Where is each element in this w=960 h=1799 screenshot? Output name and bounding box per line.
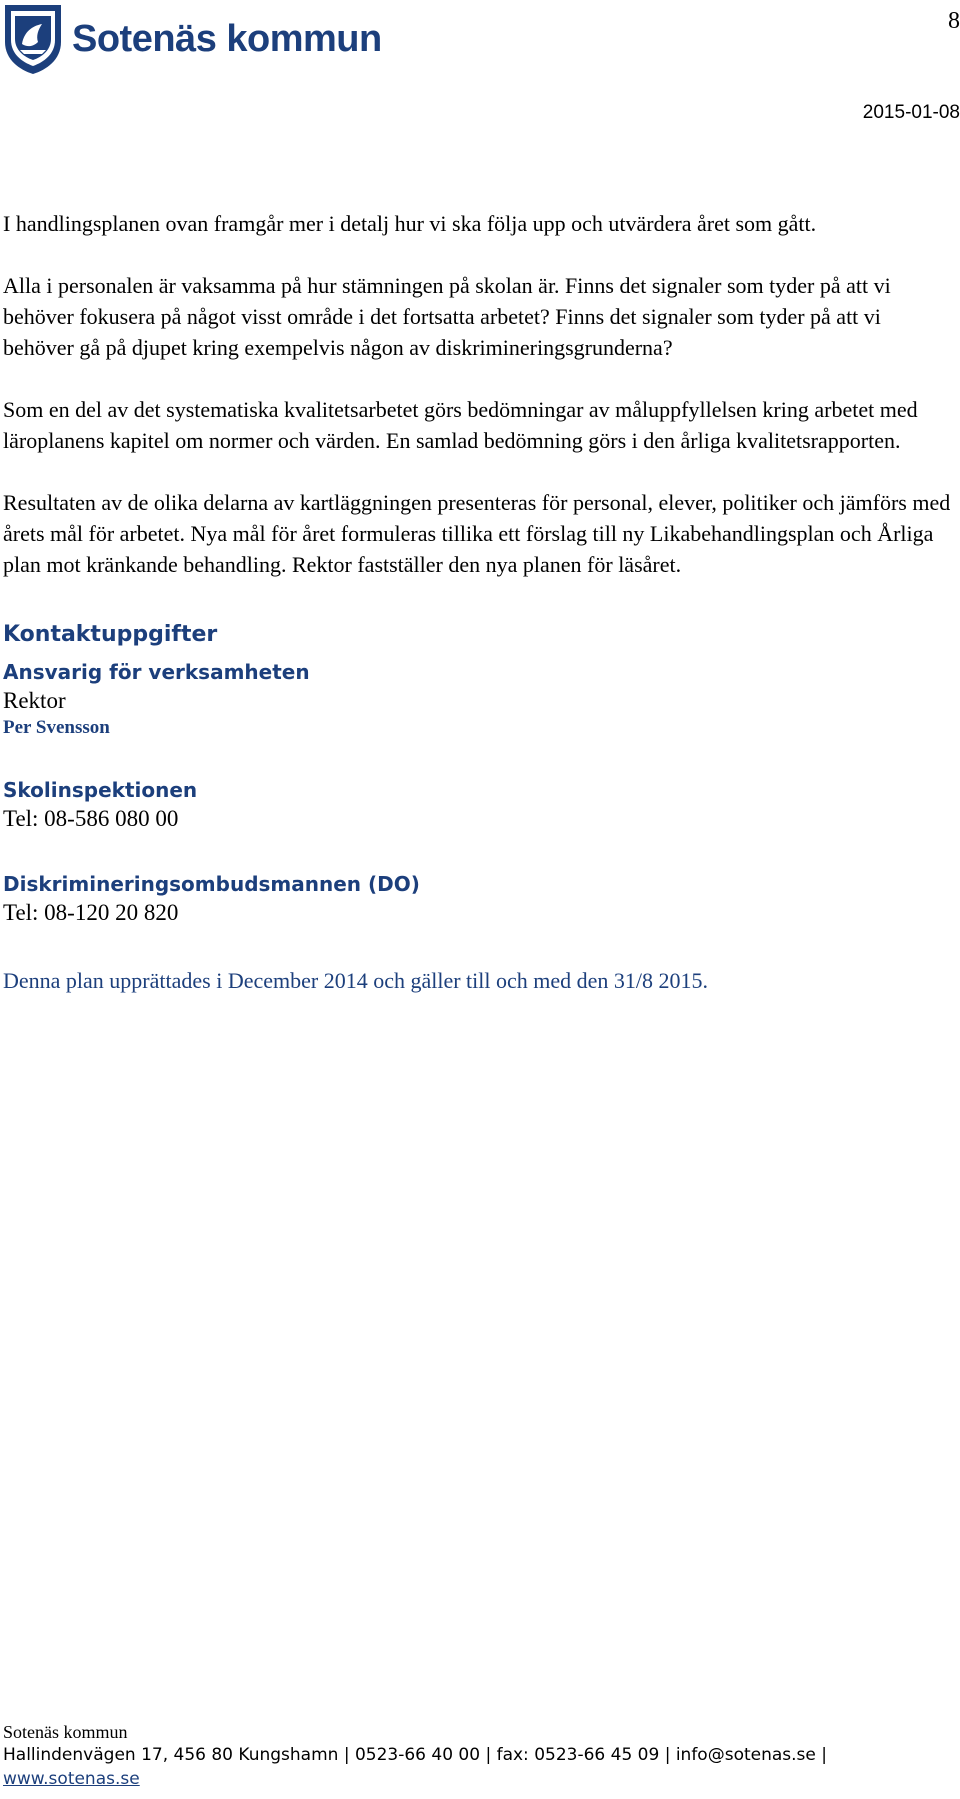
contacts-heading: Kontaktuppgifter bbox=[3, 622, 218, 647]
school-inspection-phone: Tel: 08-586 080 00 bbox=[3, 806, 179, 831]
coat-of-arms-icon bbox=[2, 2, 64, 76]
document-body bbox=[3, 208, 953, 994]
paragraph: Alla i personalen är vaksamma på hur stämningen på skolan är. Finns det signaler som tyder på att vi behöver fokusera på något visst område i det fortsatta arbetet? Finns det signaler som tyder på att vi behöver gå på djupet kring exempelvis någon av diskrimineringsgrunderna? bbox=[3, 273, 891, 360]
logo-text: Sotenäs kommun bbox=[72, 17, 382, 60]
do-phone: Tel: 08-120 20 820 bbox=[3, 900, 179, 925]
paragraph: I handlingsplanen ovan framgår mer i detalj hur vi ska följa upp och utvärdera året som gått. bbox=[3, 211, 817, 236]
document-date: 2015-01-08 bbox=[862, 102, 960, 123]
paragraph: Som en del av det systematiska kvalitetsarbetet görs bedömningar av måluppfyllelsen kring arbetet med läroplanens kapitel om normer och värden. En samlad bedömning görs i den årliga kvalitetsrapporten. bbox=[3, 397, 918, 453]
do-heading: Diskrimineringsombudsmannen (DO) bbox=[3, 872, 420, 896]
municipality-logo bbox=[2, 2, 382, 76]
page-number: 8 bbox=[948, 8, 960, 34]
closing-note: Denna plan upprättades i December 2014 och gäller till och med den 31/8 2015. bbox=[3, 968, 709, 993]
responsible-heading: Ansvarig för verksamheten bbox=[3, 660, 310, 684]
footer-address: Hallindenvägen 17, 456 80 Kungshamn | 0523-66 40 00 | fax: 0523-66 45 09 | info@sotenas.se | bbox=[3, 1745, 827, 1765]
responsible-name: Per Svensson bbox=[3, 717, 110, 738]
school-inspection-heading: Skolinspektionen bbox=[3, 778, 198, 802]
responsible-role: Rektor bbox=[3, 688, 66, 713]
footer-website-link[interactable]: www.sotenas.se bbox=[3, 1769, 140, 1789]
paragraph: Resultaten av de olika delarna av kartläggningen presenteras för personal, elever, politiker och jämförs med årets mål för arbetet. Nya mål för året formuleras tillika ett förslag till ny Likabehandlingsplan och Årliga plan mot kränkande behandling. Rektor fastställer den nya planen för läsåret. bbox=[3, 490, 951, 577]
footer-org: Sotenäs kommun bbox=[3, 1722, 128, 1742]
page-footer bbox=[3, 1722, 953, 1791]
